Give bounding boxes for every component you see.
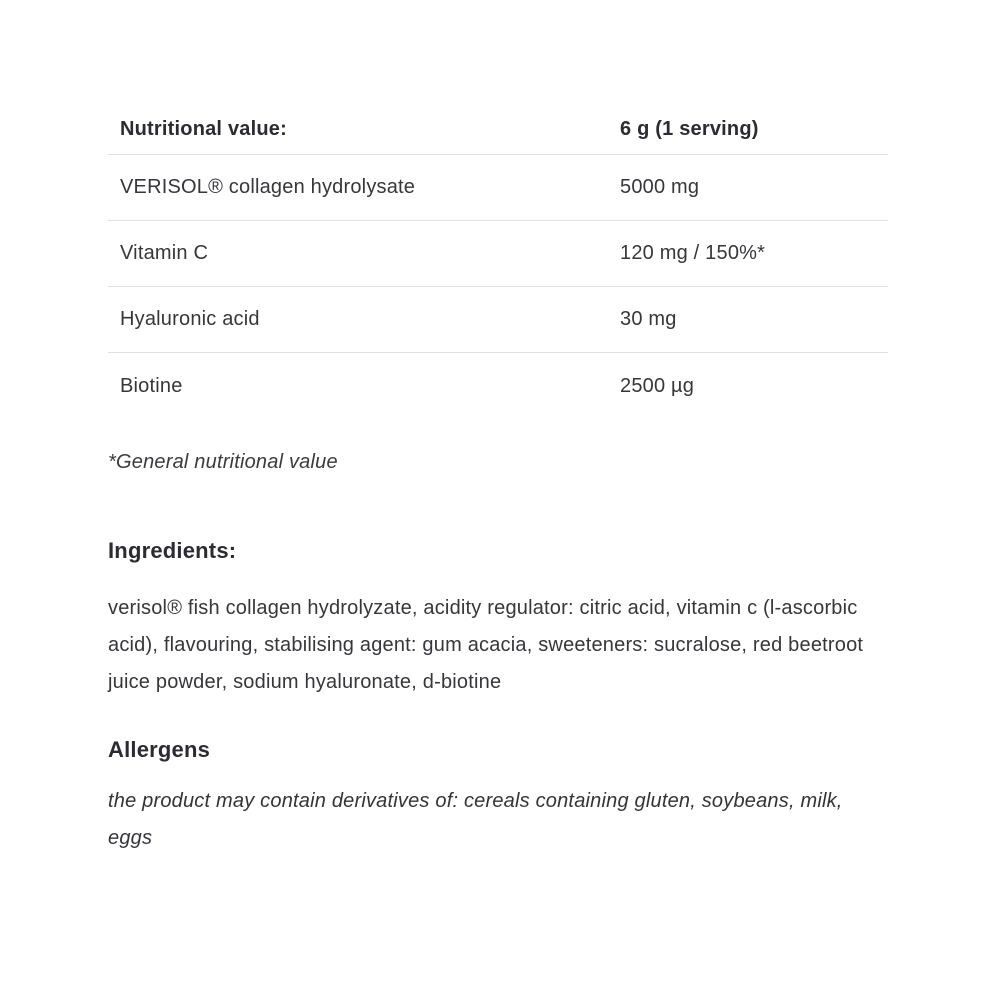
- nutrition-footnote: *General nutritional value: [108, 451, 338, 473]
- nutrient-value: 120 mg / 150%*: [620, 242, 766, 264]
- nutrient-label: Vitamin C: [120, 242, 209, 264]
- nutrient-value: 5000 mg: [620, 176, 700, 198]
- nutrition-table: [108, 105, 888, 419]
- nutrient-label: Hyaluronic acid: [120, 308, 260, 330]
- nutrient-value: 30 mg: [620, 308, 677, 330]
- nutrient-label: VERISOL® collagen hydrolysate: [120, 176, 416, 198]
- table-row: [108, 221, 888, 287]
- table-row: [108, 353, 888, 419]
- table-row: [108, 155, 888, 221]
- ingredients-text: verisol® fish collagen hydrolyzate, acidity regulator: citric acid, vitamin c (l-ascorbic acid), flavouring, stabilising agent: gum acacia, sweeteners: sucralose, red beetroot juice powder, sodium hyaluronate, d-biotine: [108, 597, 864, 693]
- nutrition-table-header-value: 6 g (1 serving): [620, 118, 759, 140]
- nutrient-label: Biotine: [120, 374, 183, 397]
- product-details-section: [108, 105, 888, 857]
- nutrition-table-header-row: [108, 105, 888, 155]
- nutrition-table-header-label: Nutritional value:: [120, 118, 287, 140]
- table-row: [108, 287, 888, 353]
- nutrient-value: 2500 µg: [620, 374, 695, 397]
- allergens-text: the product may contain derivatives of: cereals containing gluten, soybeans, milk, eggs: [108, 790, 843, 849]
- ingredients-heading: Ingredients:: [108, 538, 237, 563]
- allergens-heading: Allergens: [108, 737, 211, 762]
